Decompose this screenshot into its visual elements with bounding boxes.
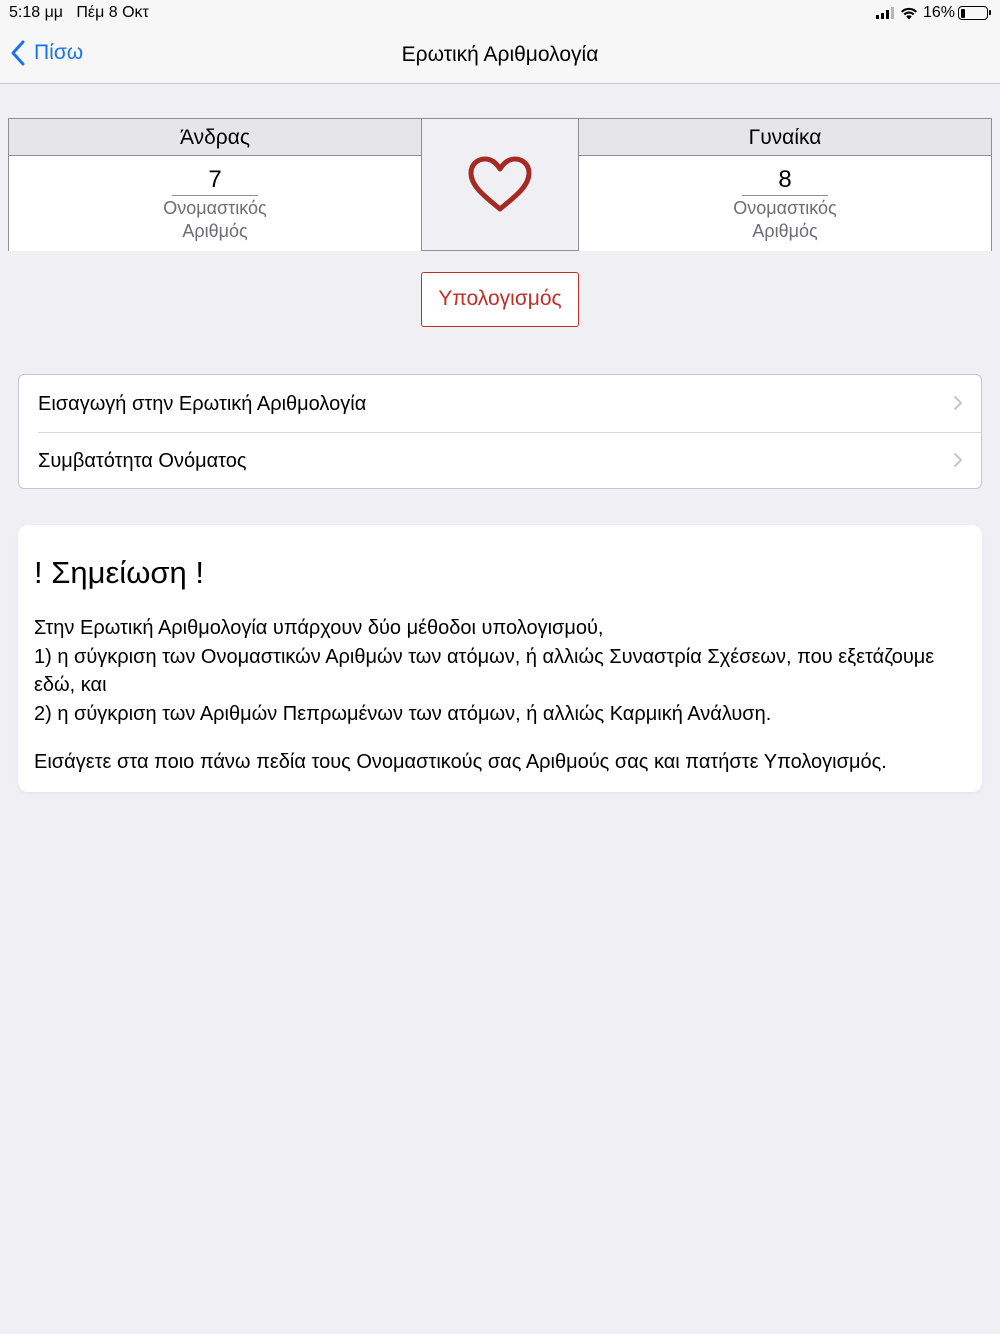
battery-percent: 16% [922,4,955,21]
calculate-button[interactable]: Υπολογισμός [421,272,579,327]
back-label: Πίσω [34,41,84,64]
battery-icon [958,6,988,20]
signal-icon [876,7,894,19]
note-line: Στην Ερωτική Αριθμολογία υπάρχουν δύο μέθοδοι υπολογισμού, [34,617,604,639]
chevron-right-icon [953,452,963,468]
menu-list [18,374,982,489]
menu-item-label: Συμβατότητα Ονόματος [38,450,247,472]
man-number-label: Ονομαστικός Αριθμός [163,198,267,241]
heart-icon [467,156,533,214]
chevron-right-icon [953,395,963,411]
menu-item-name-compatibility[interactable] [19,432,981,489]
wifi-icon [900,7,918,20]
status-time: 5:18 μμ Πέμ 8 Οκτ [9,4,149,21]
man-number-field[interactable]: 7 [172,166,258,196]
name-number-table [8,118,992,251]
note-line: 2) η σύγκριση των Αριθμών Πεπρωμένων των ατόμων, ή αλλιώς Καρμική Ανάλυση. [34,702,772,725]
note-title: ! Σημείωση ! [34,555,205,590]
note-body [34,614,969,773]
navigation-bar [0,26,1000,84]
note-instruction: Εισάγετε στα ποιο πάνω πεδία τους Ονομαστικούς σας Αριθμούς σας και πατήστε Υπολογισμός. [34,751,887,773]
note-line: 1) η σύγκριση των Ονομαστικών Αριθμών των ατόμων, ή αλλιώς Συναστρία Σχέσεων, που εξετάζουμε εδώ, και [34,645,935,696]
status-bar [0,0,1000,26]
man-header: Άνδρας [9,119,421,156]
page-title: Ερωτική Αριθμολογία [401,43,599,66]
woman-column [579,119,991,250]
menu-item-introduction[interactable] [19,375,981,432]
note-card [18,525,982,792]
heart-column [422,119,579,250]
woman-number-label: Ονομαστικός Αριθμός [733,198,837,241]
menu-item-label: Εισαγωγή στην Ερωτική Αριθμολογία [38,393,367,415]
man-column [9,119,422,250]
woman-header: Γυναίκα [579,119,991,156]
status-date: Πέμ 8 Οκτ [76,4,149,21]
woman-number-field[interactable]: 8 [742,166,828,196]
